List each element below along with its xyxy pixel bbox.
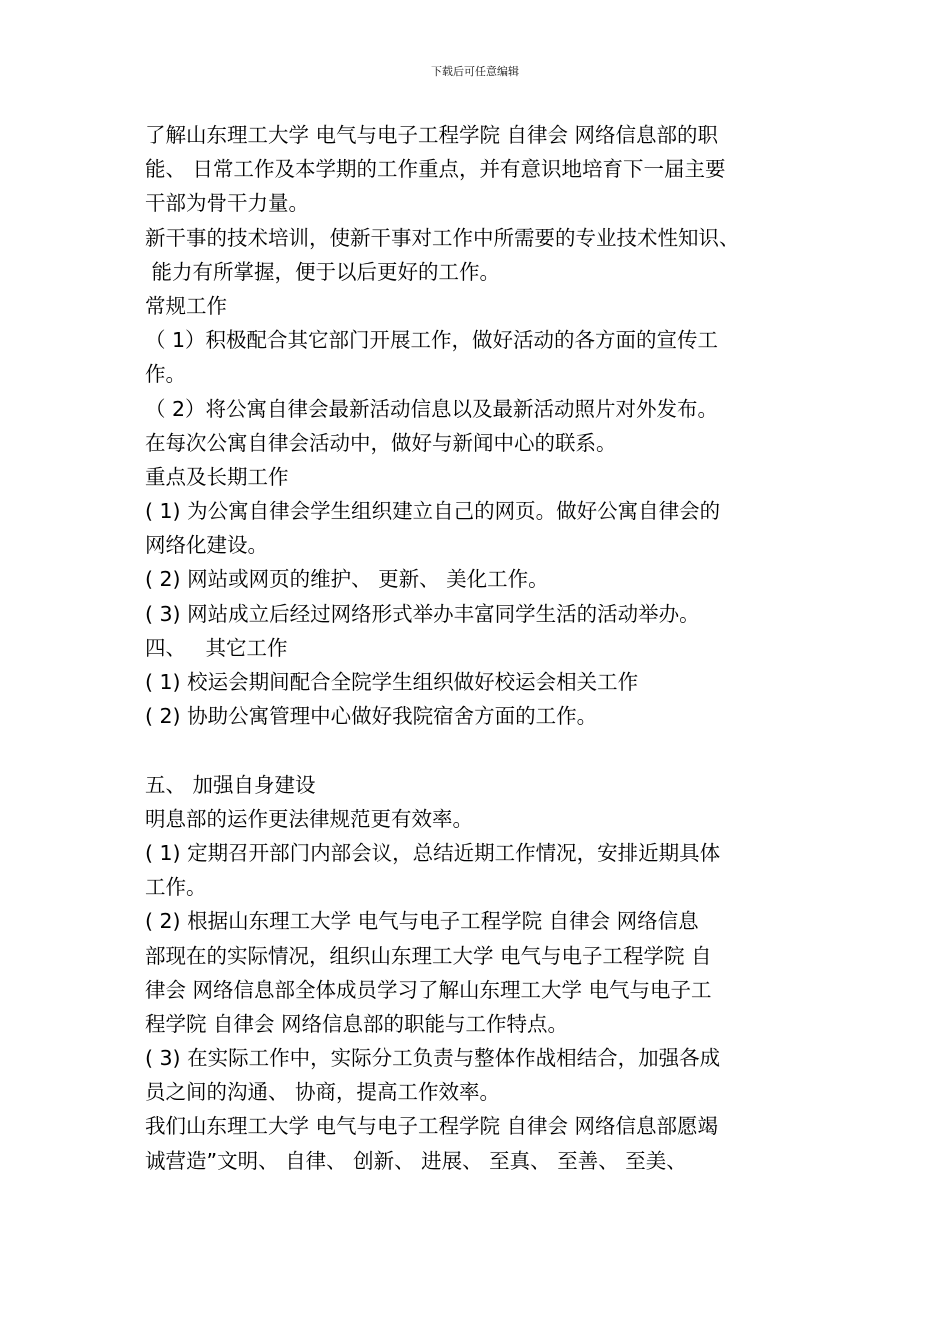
- text-line: ( 2) 协助公寓管理中心做好我院宿舍方面的工作。: [145, 704, 598, 729]
- text-line: 明息部的运作更法律规范更有效率。: [145, 806, 473, 831]
- text-line: 网络化建设。: [145, 533, 268, 558]
- text-line: ( 1) 校运会期间配合全院学生组织做好校运会相关工作: [145, 670, 639, 694]
- text-line: ( 3) 网站成立后经过网络形式举办丰富同学生活的活动举办。: [145, 601, 700, 626]
- text-line: ( 1) 定期召开部门内部会议，总结近期工作情况，安排近期具体: [145, 840, 721, 865]
- section-heading-key-work: 重点及长期工作: [145, 464, 289, 489]
- page-header: 下载后可任意编辑: [431, 65, 519, 78]
- text-line: 在每次公寓自律会活动中，做好与新闻中心的联系。: [145, 430, 617, 455]
- text-line: 了解山东理工大学 电气与电子工程学院 自律会 网络信息部的职: [145, 123, 719, 147]
- section-heading-routine-work: 常规工作: [145, 293, 227, 318]
- text-line: 干部为骨干力量。: [145, 191, 309, 216]
- text-line: 员之间的沟通、 协商，提高工作效率。: [145, 1080, 501, 1105]
- section-heading-other-work: 四、 其它工作: [145, 635, 288, 660]
- blank-line: [145, 733, 835, 767]
- text-line: 能、 日常工作及本学期的工作重点，并有意识地培育下一届主要: [145, 157, 726, 182]
- text-line: ( 2) 网站或网页的维护、 更新、 美化工作。: [145, 567, 549, 592]
- text-line: 能力有所掌握，便于以后更好的工作。: [145, 259, 501, 284]
- text-line: 作。: [145, 362, 186, 387]
- text-line: ( 1) 为公寓自律会学生组织建立自己的网页。做好公寓自律会的: [145, 499, 721, 524]
- document-body: [145, 118, 835, 1178]
- text-line: 新干事的技术培训，使新干事对工作中所需要的专业技术性知识、: [145, 225, 740, 250]
- text-line: 程学院 自律会 网络信息部的职能与工作特点。: [145, 1011, 569, 1036]
- text-line: ( 3) 在实际工作中，实际分工负责与整体作战相结合，加强各成: [145, 1046, 721, 1071]
- text-line: 诚营造”文明、 自律、 创新、 进展、 至真、 至善、 至美、: [145, 1148, 687, 1173]
- text-line: 工作。: [145, 875, 207, 900]
- text-line: （ 2）将公寓自律会最新活动信息以及最新活动照片对外发布。: [145, 396, 719, 421]
- text-line: （ 1）积极配合其它部门开展工作，做好活动的各方面的宣传工: [145, 328, 719, 353]
- section-heading-self-building: 五、 加强自身建设: [145, 772, 316, 797]
- text-line: 律会 网络信息部全体成员学习了解山东理工大学 电气与电子工: [145, 977, 712, 1002]
- text-line: 部现在的实际情况，组织山东理工大学 电气与电子工程学院 自: [145, 943, 712, 968]
- text-line: ( 2) 根据山东理工大学 电气与电子工程学院 自律会 网络信息: [145, 909, 699, 934]
- text-line: 我们山东理工大学 电气与电子工程学院 自律会 网络信息部愿竭: [145, 1114, 719, 1139]
